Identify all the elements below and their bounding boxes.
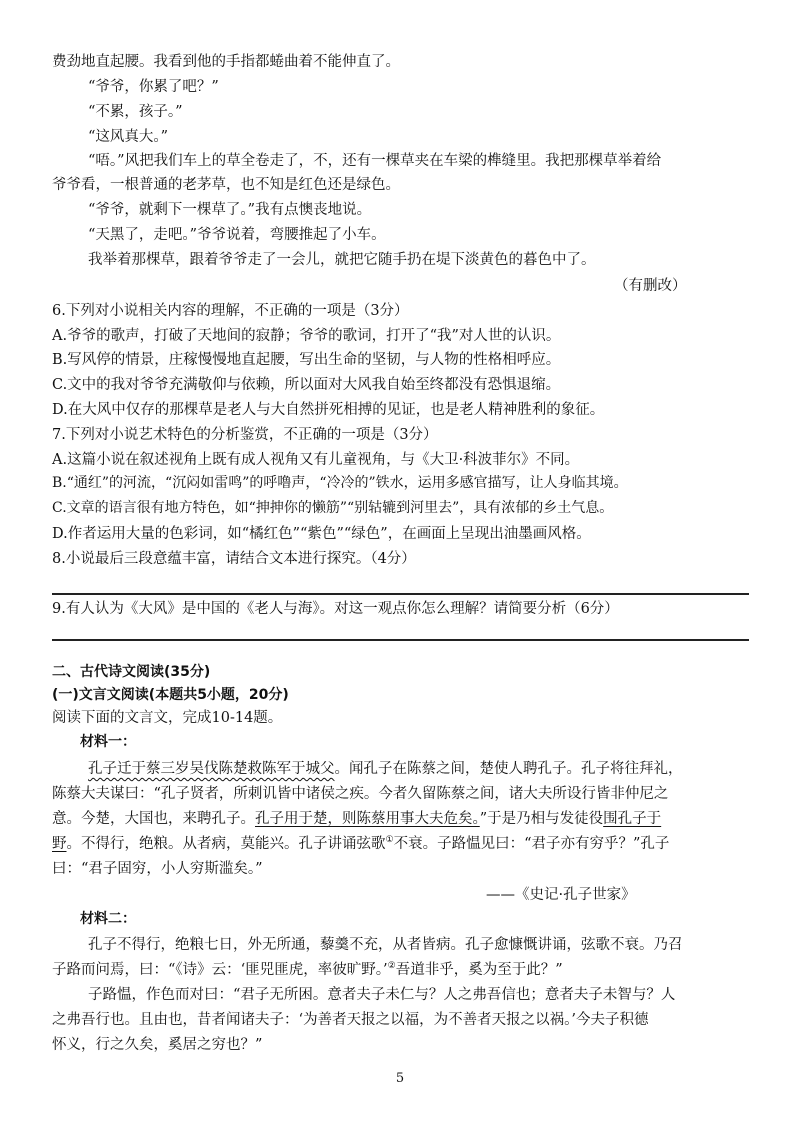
option-7b: B.“通红”的河流，“沉闷如雷鸣”的呼噜声，“冷冷的”铁水，运用多感官描写，让人身临其境。 [52,475,628,491]
material-1-source: ——《史记·孔子世家》 [486,887,636,903]
material-1-line: 野。不得行，绝粮。从者病，莫能兴。孔子讲诵弦歌①不衰。子路愠见曰：“君子亦有穷乎？”孔子 [52,835,670,852]
material-2-line: 子路愠，作色而对曰：“君子无所困。意者夫子未仁与？人之弗吾信也；意者夫子未智与？人 [88,987,676,1003]
option-6d: D.在大风中仅存的那棵草是老人与大自然拼死相搏的见证，也是老人精神胜利的象征。 [52,402,605,418]
underlined-sentence: 围孔子于 [603,811,662,827]
option-6c: C.文中的我对爷爷充满敬仰与依赖，所以面对大风我自始至终都没有恐惧退缩。 [52,377,561,393]
material-1-label: 材料一： [80,734,136,750]
material-2-line: 子路而问焉，曰：“《诗》云：‘匪兕匪虎，率彼旷野。’②吾道非乎，奚为至于此？” [52,961,563,978]
story-paragraph: “这风真大。” [88,129,169,145]
story-paragraph: “爷爷，你累了吧？” [88,79,219,95]
material-2-line: 之弗吾行也。且由也，昔者闻诸夫子：‘为善者天报之以福，为不善者天报之以祸。’今夫子积德 [52,1012,649,1028]
footnote-marker: ② [387,961,396,972]
underlined-sentence: 野 [52,836,67,852]
question-6: 6.下列对小说相关内容的理解，不正确的一项是（3分） [52,303,409,319]
story-paragraph: “唔。”风把我们车上的草全卷走了，不，还有一棵草夹在车梁的榫缝里。我把那棵草举着给 [88,153,662,169]
underlined-sentence: 孔子用于楚，则陈蔡用事大夫危矣。 [255,811,480,827]
section-heading: 二、古代诗文阅读(35分) [52,664,211,680]
story-paragraph: “爷爷，就剩下一棵草了。”我有点懊丧地说。 [88,202,372,218]
material-1-line: 孔子迁于蔡三岁吴伐陈楚救陈军于城父。闻孔子在陈蔡之间，楚使人聘孔子。孔子将往拜礼， [88,761,683,777]
story-paragraph: “天黑了，走吧。”爷爷说着，弯腰推起了小车。 [88,227,386,243]
story-paragraph: 爷爷看，一根普通的老茅草，也不知是红色还是绿色。 [52,177,400,193]
footnote-marker: ① [385,835,394,846]
option-7a: A.这篇小说在叙述视角上既有成人视角又有儿童视角，与《大卫·科波菲尔》不同。 [52,452,580,468]
story-paragraph: “不累，孩子。” [88,104,183,120]
story-paragraph: 费劲地直起腰。我看到他的手指都蜷曲着不能伸直了。 [52,54,400,70]
material-1-line: 陈蔡大夫谋曰：“孔子贤者，所刺讥皆中诸侯之疾。今者久留陈蔡之间，诸大夫所设行皆非仲尼之 [52,786,669,802]
answer-line-9 [52,639,749,641]
question-9: 9.有人认为《大风》是中国的《老人与海》。对这一观点你怎么理解？请简要分析（6分） [52,601,619,617]
option-6b: B.写风停的情景，庄稼慢慢地直起腰，写出生命的坚韧，与人物的性格相呼应。 [52,352,561,368]
option-7c: C.文章的语言很有地方特色，如“抻抻你的懒筋”“别轱辘到河里去”，具有浓郁的乡土气息。 [52,500,614,516]
section-instruction: 阅读下面的文言文，完成10-14题。 [52,710,283,726]
material-2-line: 孔子不得行，绝粮七日，外无所通，藜羹不充，从者皆病。孔子愈慷慨讲诵，弦歌不衰。乃召 [88,937,683,953]
edit-note: （有删改） [614,278,687,294]
page-number: 5 [395,1071,405,1086]
question-7: 7.下列对小说艺术特色的分析鉴赏，不正确的一项是（3分） [52,427,438,443]
option-7d: D.作者运用大量的色彩词，如“橘红色”“紫色”“绿色”，在画面上呈现出油墨画风格。 [52,526,591,542]
option-6a: A.爷爷的歌声，打破了天地间的寂静；爷爷的歌词，打开了“我”对人世的认识。 [52,328,561,344]
material-1-line: 意。今楚，大国也，来聘孔子。孔子用于楚，则陈蔡用事大夫危矣。”于是乃相与发徒役围孔子于 [52,811,662,827]
material-1-line: 曰：“君子固穷，小人穷斯滥矣。” [52,861,263,877]
story-paragraph: 我举着那棵草，跟着爷爷走了一会儿，就把它随手扔在堤下淡黄色的暮色中了。 [88,252,596,268]
wavy-underlined-sentence: 孔子迁于蔡三岁吴伐陈楚救陈军于城父 [88,761,335,777]
question-8: 8.小说最后三段意蕴丰富，请结合文本进行探究。（4分） [52,551,416,567]
section-subheading: (一)文言文阅读(本题共5小题，20分) [52,687,289,703]
answer-line-8 [52,593,749,595]
material-2-label: 材料二： [80,911,136,927]
material-2-line: 怀义，行之久矣，奚居之穷也？” [52,1037,263,1053]
